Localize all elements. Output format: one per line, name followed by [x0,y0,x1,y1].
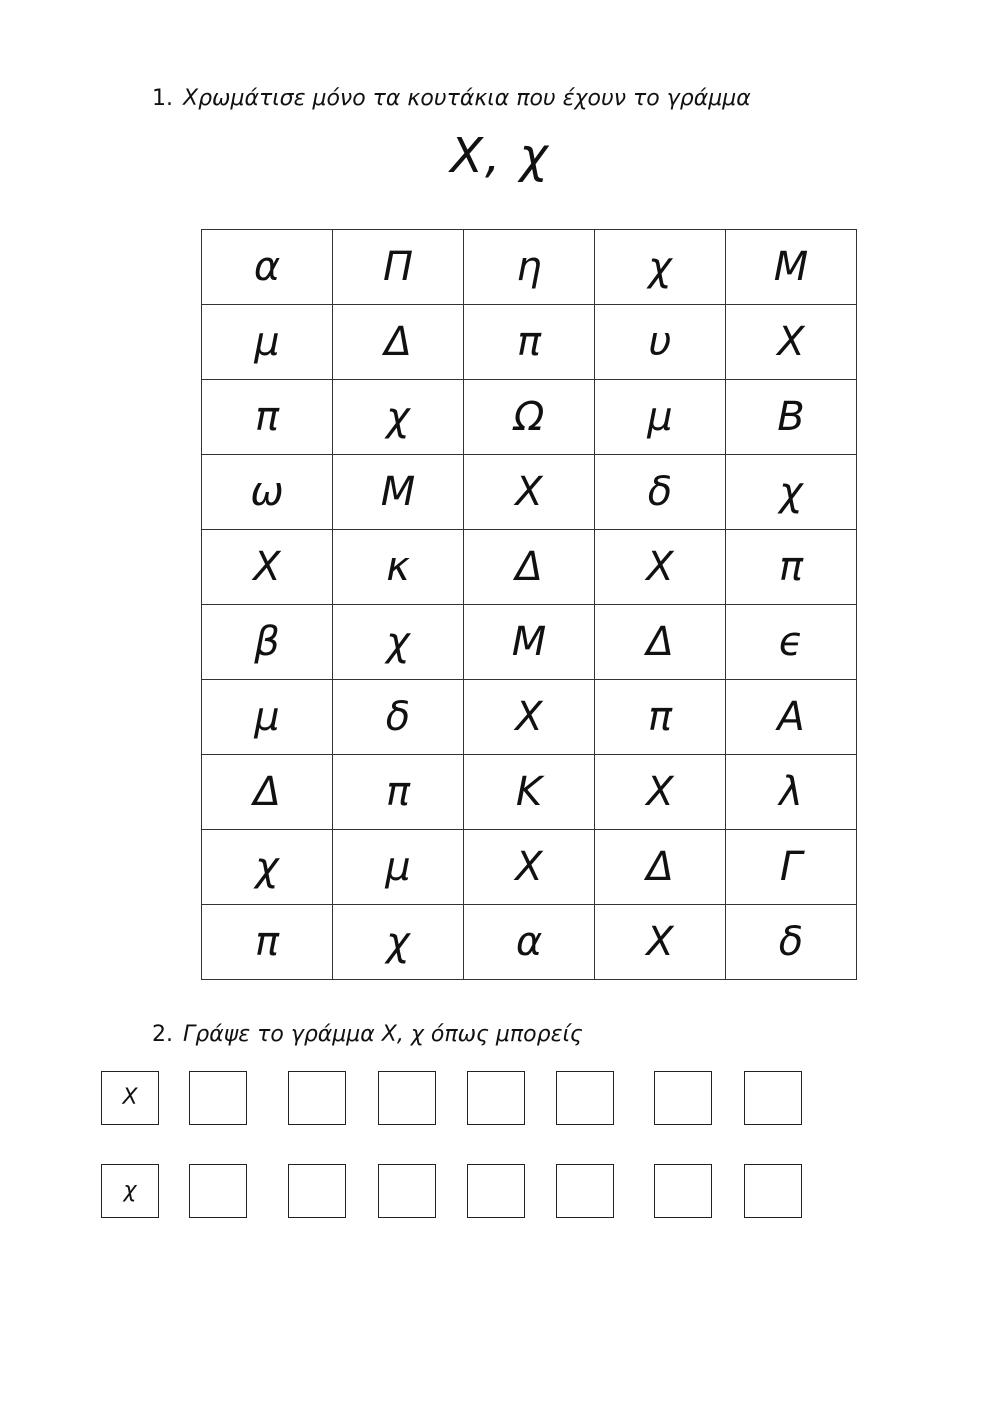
grid-row [202,305,857,380]
grid-cell[interactable]: α [464,905,595,980]
exercise-1-text: Χρωμάτισε μόνο τα κουτάκια που έχουν το γράμμα [183,86,751,111]
grid-cell[interactable]: Μ [333,455,464,530]
grid-cell[interactable]: Π [333,230,464,305]
exercise-2-text: Γράψε το γράμμα Χ, χ όπως μπορείς [183,1022,583,1047]
exercise-2-number: 2. [152,1022,173,1047]
target-letters: Χ, χ [450,128,550,184]
grid-cell[interactable]: μ [202,680,333,755]
writing-box[interactable] [467,1071,525,1125]
grid-cell[interactable]: α [202,230,333,305]
writing-box[interactable] [556,1164,614,1218]
grid-cell[interactable]: Χ [464,680,595,755]
grid-cell[interactable]: Χ [595,755,726,830]
grid-cell[interactable]: χ [726,455,857,530]
grid-cell[interactable]: Χ [464,830,595,905]
grid-cell[interactable]: π [595,680,726,755]
grid-cell[interactable]: Δ [595,605,726,680]
grid-row [202,530,857,605]
grid-cell[interactable]: Β [726,380,857,455]
grid-cell[interactable]: Μ [726,230,857,305]
grid-cell[interactable]: Α [726,680,857,755]
grid-cell[interactable]: Χ [595,905,726,980]
writing-box[interactable] [189,1164,247,1218]
exercise-1-instruction [152,86,751,111]
grid-cell[interactable]: δ [726,905,857,980]
grid-cell[interactable]: Χ [464,455,595,530]
grid-cell[interactable]: Ω [464,380,595,455]
grid-cell[interactable]: δ [333,680,464,755]
grid-cell[interactable]: Δ [202,755,333,830]
writing-box[interactable] [744,1164,802,1218]
exercise-2-instruction [152,1022,583,1047]
grid-cell[interactable]: δ [595,455,726,530]
grid-cell[interactable]: π [202,380,333,455]
grid-cell[interactable]: κ [333,530,464,605]
grid-cell[interactable]: υ [595,305,726,380]
grid-cell[interactable]: Χ [595,530,726,605]
grid-cell[interactable]: η [464,230,595,305]
grid-cell[interactable]: χ [333,380,464,455]
example-letter-box: Χ [101,1071,159,1125]
writing-box[interactable] [288,1164,346,1218]
grid-row [202,905,857,980]
grid-row [202,755,857,830]
grid-row [202,230,857,305]
grid-cell[interactable]: Κ [464,755,595,830]
writing-box[interactable] [378,1071,436,1125]
grid-cell[interactable]: Μ [464,605,595,680]
writing-box[interactable] [288,1071,346,1125]
grid-cell[interactable]: μ [202,305,333,380]
grid-cell[interactable]: Γ [726,830,857,905]
grid-cell[interactable]: λ [726,755,857,830]
writing-box[interactable] [467,1164,525,1218]
grid-row [202,680,857,755]
grid-cell[interactable]: π [202,905,333,980]
writing-box[interactable] [189,1071,247,1125]
grid-cell[interactable]: π [464,305,595,380]
grid-cell[interactable]: Χ [726,305,857,380]
grid-cell[interactable]: Δ [464,530,595,605]
writing-box[interactable] [556,1071,614,1125]
grid-cell[interactable]: χ [202,830,333,905]
writing-box[interactable] [378,1164,436,1218]
grid-cell[interactable]: μ [595,380,726,455]
letter-grid [201,229,857,980]
grid-cell[interactable]: π [726,530,857,605]
writing-box[interactable] [744,1071,802,1125]
grid-cell[interactable]: π [333,755,464,830]
grid-row [202,830,857,905]
grid-cell[interactable]: Χ [202,530,333,605]
exercise-1-number: 1. [152,86,173,111]
grid-cell[interactable]: ϵ [726,605,857,680]
grid-row [202,380,857,455]
grid-cell[interactable]: χ [595,230,726,305]
example-letter-box: χ [101,1164,159,1218]
grid-row [202,455,857,530]
grid-cell[interactable]: χ [333,905,464,980]
grid-row [202,605,857,680]
grid-cell[interactable]: Δ [595,830,726,905]
writing-box[interactable] [654,1071,712,1125]
grid-cell[interactable]: β [202,605,333,680]
writing-box[interactable] [654,1164,712,1218]
grid-cell[interactable]: ω [202,455,333,530]
grid-cell[interactable]: Δ [333,305,464,380]
grid-cell[interactable]: χ [333,605,464,680]
grid-cell[interactable]: μ [333,830,464,905]
